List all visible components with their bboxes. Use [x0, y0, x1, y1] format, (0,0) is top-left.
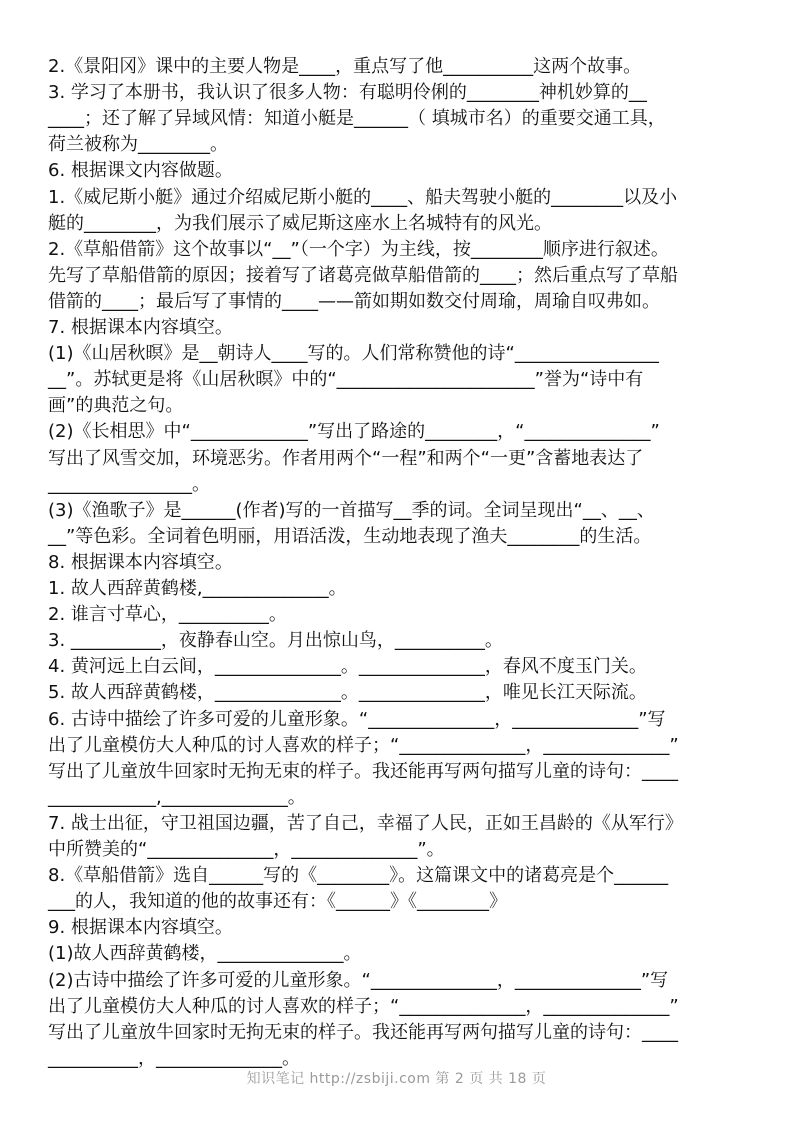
text-line: 8. 根据课本内容填空。	[48, 551, 233, 573]
text-line: 艇的________，为我们展示了威尼斯这座水上名城特有的风光。	[48, 212, 552, 234]
text-line: (1)故人西辞黄鹤楼，______________。	[48, 943, 362, 965]
text-line: 3. __________，夜静春山空。月出惊山鸟，__________。	[48, 630, 503, 652]
text-line: 2.《景阳冈》课中的主要人物是____，重点写了他__________这两个故事。	[48, 56, 642, 77]
text-line: 3. 学习了本册书，我认识了很多人物：有聪明伶俐的________神机妙算的__	[48, 82, 647, 104]
page-footer: 知识笔记 http://zsbiji.com 第 2 页 共 18 页	[246, 1071, 547, 1087]
text-line: __”等色彩。全词着色明丽，用语活泼，生动地表现了渔夫________的生活。	[48, 525, 652, 547]
text-line: ____________,______________。	[48, 786, 306, 808]
text-line: 6. 根据课文内容做题。	[48, 160, 233, 182]
text-line: 1.《威尼斯小艇》通过介绍威尼斯小艇的____、船夫驾驶小艇的________以及小	[48, 186, 678, 208]
text-line: (1)《山居秋暝》是__朝诗人____写的。人们常称赞他的诗“________________	[48, 343, 659, 365]
text-line: 先写了草船借箭的原因；接着写了诸葛亮做草船借箭的____；然后重点写了草船	[48, 264, 678, 286]
text-line: 写出了风雪交加，环境恶劣。作者用两个“一程”和两个“一更”含蓄地表达了	[48, 447, 644, 469]
text-line: 写出了儿童放牛回家时无拘无束的样子。我还能再写两句描写儿童的诗句：____	[48, 1021, 678, 1043]
text-line: 4. 黄河远上白云间，______________。______________，春风不度玉门关。	[48, 656, 647, 678]
text-line: ___的人，我知道的他的故事还有：《______》《________》	[48, 891, 507, 913]
text-line: 画”的典范之句。	[48, 395, 184, 417]
text-line: 8.《草船借箭》选自______写的《________》。这篇课文中的诸葛亮是个______	[48, 865, 669, 887]
text-line: 7. 战士出征，守卫祖国边疆，苦了自己，幸福了人民，正如王昌龄的《从军行》	[48, 812, 683, 834]
text-line: 出了儿童模仿大人种瓜的讨人喜欢的样子；“______________，______________”	[48, 995, 679, 1017]
text-line: 7. 根据课本内容填空。	[48, 317, 233, 338]
text-line: (2)《长相思》中“_____________”写出了路途的________，“______________”	[48, 421, 660, 443]
text-line: 荷兰被称为________。	[48, 134, 228, 156]
text-line: ________________。	[48, 473, 210, 495]
text-line: 5. 故人西辞黄鹤楼，______________。______________，唯见长江天际流。	[48, 682, 647, 704]
text-line: 6. 古诗中描绘了许多可爱的儿童形象。“______________，______________”写	[48, 708, 666, 730]
text-line: 2. 谁言寸草心，__________。	[48, 604, 287, 626]
text-line: 出了儿童模仿大人种瓜的讨人喜欢的样子；“______________，______________”	[48, 734, 679, 756]
text-line: 借箭的____；最后写了事情的____——箭如期如数交付周瑜，周瑜自叹弗如。	[48, 290, 660, 312]
text-line: ____；还了解了异域风情：知道小艇是______（ 填城市名）的重要交通工具，	[48, 108, 666, 130]
text-line: 2.《草船借箭》这个故事以“__”（一个字）为主线，按________顺序进行叙述。	[48, 238, 669, 260]
text-line: __________，______________。	[48, 1047, 300, 1069]
text-line: (2)古诗中描绘了许多可爱的儿童形象。“______________，______________”写	[48, 969, 669, 991]
text-line: __”。苏轼更是将《山居秋暝》中的“______________________”誉为“诗中有	[48, 369, 644, 391]
text-line: 9. 根据课本内容填空。	[48, 917, 233, 939]
text-line: 写出了儿童放牛回家时无拘无束的样子。我还能再写两句描写儿童的诗句：____	[48, 760, 678, 782]
text-line: 1. 故人西辞黄鹤楼,______________。	[48, 578, 347, 599]
text-line: (3)《渔歌子》是______(作者)写的一首描写__季的词。全词呈现出“__、__、	[48, 499, 655, 521]
text-line: 中所赞美的“______________，______________”。	[48, 839, 445, 860]
